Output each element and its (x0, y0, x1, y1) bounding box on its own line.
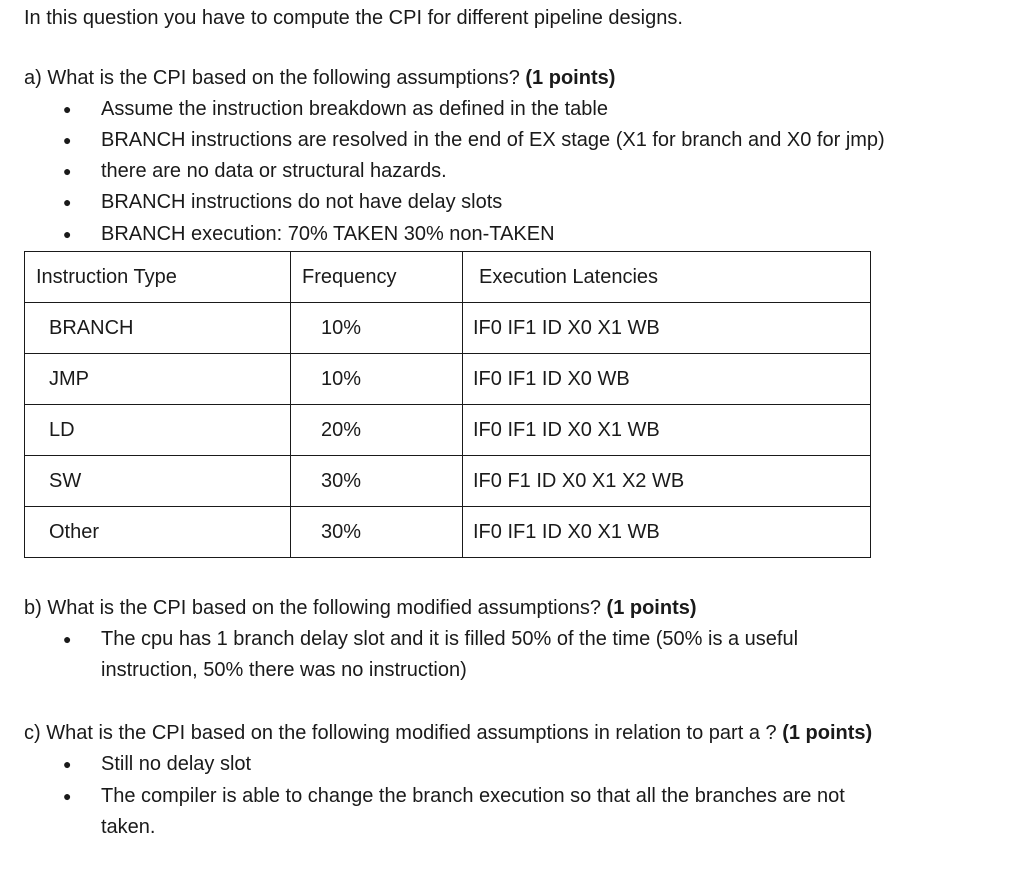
table-row (25, 354, 871, 405)
table-row (25, 303, 871, 354)
cell-instruction-type: Other (25, 507, 291, 558)
bullet-text: BRANCH execution: 70% TAKEN 30% non-TAKEN (101, 223, 555, 245)
bullet-text-continuation: instruction, 50% there was no instruction) (101, 659, 467, 681)
part-c-question (24, 721, 872, 745)
cell-execution-latencies: IF0 IF1 ID X0 X1 WB (463, 405, 871, 456)
cell-instruction-type: SW (25, 456, 291, 507)
part-a-question (24, 66, 615, 90)
cell-execution-latencies: IF0 IF1 ID X0 X1 WB (463, 303, 871, 354)
cell-instruction-type: LD (25, 405, 291, 456)
instruction-table (24, 251, 871, 558)
bullet-text: there are no data or structural hazards. (101, 160, 447, 182)
table-row (25, 507, 871, 558)
part-b-question-text: b) What is the CPI based on the following modified assumptions? (24, 597, 607, 619)
bullet-icon: ● (63, 132, 72, 148)
cell-instruction-type: JMP (25, 354, 291, 405)
bullet-icon: ● (63, 194, 72, 210)
bullet-text: Still no delay slot (101, 753, 252, 775)
header-instruction-type: Instruction Type (25, 252, 291, 303)
bullet-icon: ● (63, 226, 72, 242)
bullet-icon: ● (63, 788, 72, 804)
bullet-text: BRANCH instructions are resolved in the end of EX stage (X1 for branch and X0 for jmp) (101, 129, 885, 151)
bullet-text: The cpu has 1 branch delay slot and it is filled 50% of the time (50% is a useful (101, 628, 799, 650)
bullet-icon: ● (63, 163, 72, 179)
header-frequency: Frequency (291, 252, 463, 303)
intro-text: In this question you have to compute the CPI for different pipeline designs. (24, 7, 683, 29)
cell-execution-latencies: IF0 F1 ID X0 X1 X2 WB (463, 456, 871, 507)
cell-execution-latencies: IF0 IF1 ID X0 X1 WB (463, 507, 871, 558)
cell-frequency: 30% (291, 507, 463, 558)
cell-execution-latencies: IF0 IF1 ID X0 WB (463, 354, 871, 405)
bullet-icon: ● (63, 101, 72, 117)
bullet-text-continuation: taken. (101, 816, 156, 838)
part-c-question-text: c) What is the CPI based on the following modified assumptions in relation to part a ? (24, 722, 783, 744)
part-b-points: (1 points) (606, 597, 697, 619)
cell-frequency: 10% (291, 354, 463, 405)
bullet-text: Assume the instruction breakdown as defined in the table (101, 98, 608, 120)
cell-frequency: 10% (291, 303, 463, 354)
cell-frequency: 30% (291, 456, 463, 507)
bullet-text: The compiler is able to change the branch execution so that all the branches are not (101, 785, 845, 807)
bullet-icon: ● (63, 756, 72, 772)
part-a-question-text: a) What is the CPI based on the following assumptions? (24, 67, 526, 89)
bullet-icon: ● (63, 631, 72, 647)
part-a-points: (1 points) (525, 67, 616, 89)
cell-frequency: 20% (291, 405, 463, 456)
table-header-row (25, 252, 871, 303)
table-row (25, 456, 871, 507)
bullet-text: BRANCH instructions do not have delay slots (101, 191, 503, 213)
header-execution-latencies: Execution Latencies (463, 252, 871, 303)
cell-instruction-type: BRANCH (25, 303, 291, 354)
part-c-points: (1 points) (782, 722, 873, 744)
part-b-question (24, 596, 697, 620)
table-row (25, 405, 871, 456)
